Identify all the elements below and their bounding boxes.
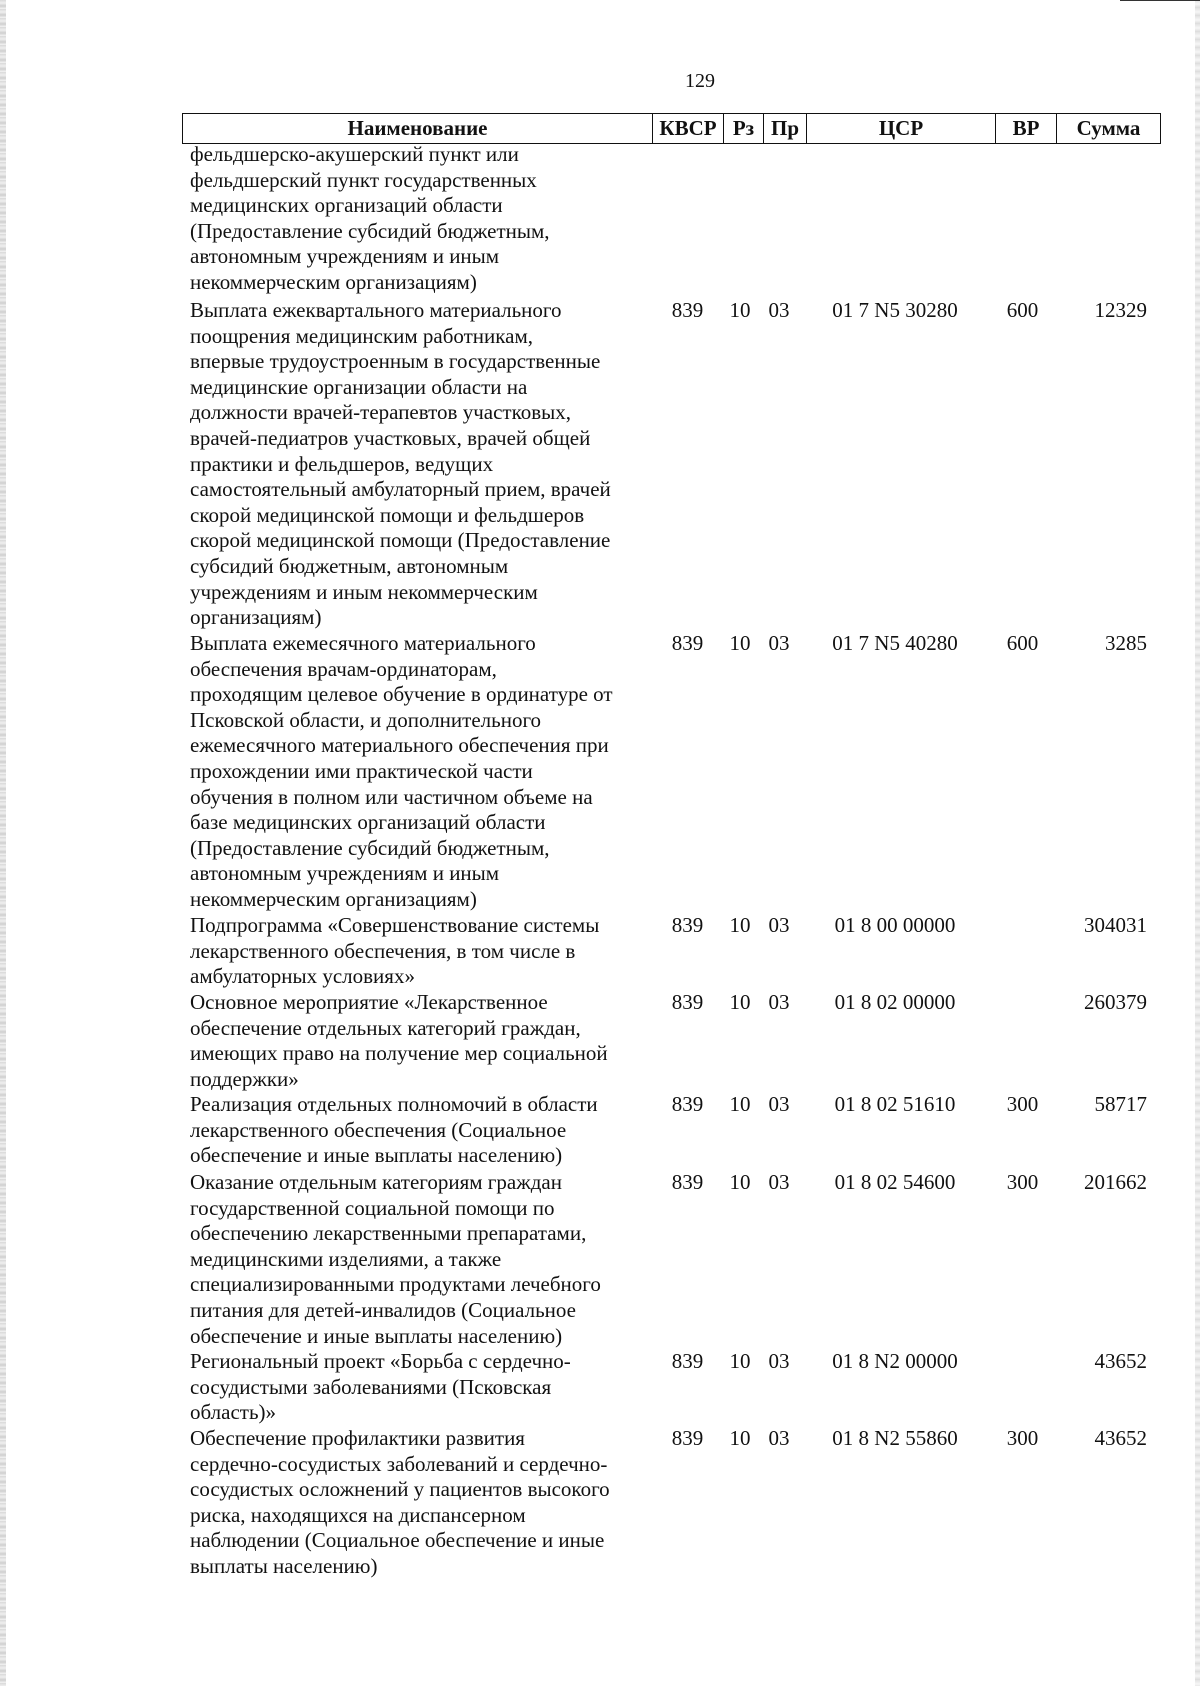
row-kvsr: 839 <box>671 631 704 655</box>
row-sum: 43652 <box>1094 1349 1147 1373</box>
row-csr: 01 8 N2 00000 <box>832 1349 958 1373</box>
row-pr: 03 <box>768 913 790 937</box>
row-rz: 10 <box>729 1092 751 1116</box>
row-vr: 600 <box>1006 298 1039 322</box>
row-name: Региональный проект «Борьба с сердечно- сосудистыми заболеваниями (Псковская область)» <box>190 1349 571 1425</box>
row-sum: 201662 <box>1084 1170 1147 1194</box>
row-pr: 03 <box>768 1426 790 1450</box>
row-name: Выплата ежемесячного материального обеспечения врачам-ординаторам, проходящим целевое обучение в ординатуре от Псковской области, и дополнительного ежемесячного материального обеспечения при прохождении ими практической части обучения в полном или частичном объеме на базе медицинских организаций области (Предоставление субсидий бюджетным, автономным учреждениям и иным некоммерческим организациям) <box>190 631 613 911</box>
row-name: Выплата ежеквартального материального поощрения медицинским работникам, впервые трудоустроенным в государственные медицинские организации области на должности врачей-терапевтов участковых, врачей-педиатров участковых, врачей общей практики и фельдшеров, ведущих самостоятельный амбулаторный прием, врачей скорой медицинской помощи и фельдшеров скорой медицинской помощи (Предоставление субсидий бюджетным, автономным учреждениям и иным некоммерческим организациям) <box>190 298 611 630</box>
row-rz: 10 <box>729 1170 751 1194</box>
header-rz: Рз <box>723 113 764 144</box>
row-rz: 10 <box>729 1426 751 1450</box>
row-name: Реализация отдельных полномочий в области лекарственного обеспечения (Социальное обеспечение и иные выплаты населению) <box>190 1092 598 1168</box>
row-sum: 304031 <box>1084 913 1147 937</box>
row-sum: 260379 <box>1084 990 1147 1014</box>
header-pr: Пр <box>763 113 807 144</box>
row-name: фельдшерско-акушерский пункт или фельдшерский пункт государственных медицинских организаций области (Предоставление субсидий бюджетным, автономным учреждениям и иным некоммерческим организациям) <box>190 142 550 294</box>
row-pr: 03 <box>768 1170 790 1194</box>
row-pr: 03 <box>768 1349 790 1373</box>
row-kvsr: 839 <box>671 990 704 1014</box>
row-csr: 01 7 N5 40280 <box>832 631 958 655</box>
row-kvsr: 839 <box>671 913 704 937</box>
row-vr: 300 <box>1006 1426 1039 1450</box>
row-csr: 01 8 N2 55860 <box>832 1426 958 1450</box>
row-pr: 03 <box>768 990 790 1014</box>
row-kvsr: 839 <box>671 1349 704 1373</box>
header-sum: Сумма <box>1056 113 1161 144</box>
scan-top-line <box>1120 0 1200 1</box>
page-number: 129 <box>685 70 715 92</box>
row-rz: 10 <box>729 298 751 322</box>
row-sum: 43652 <box>1094 1426 1147 1450</box>
row-vr: 600 <box>1006 631 1039 655</box>
row-sum: 12329 <box>1094 298 1147 322</box>
row-vr: 300 <box>1006 1170 1039 1194</box>
header-kvsr: КВСР <box>652 113 724 144</box>
row-rz: 10 <box>729 913 751 937</box>
row-kvsr: 839 <box>671 1170 704 1194</box>
row-csr: 01 8 02 00000 <box>834 990 956 1014</box>
row-pr: 03 <box>768 1092 790 1116</box>
row-kvsr: 839 <box>671 1092 704 1116</box>
header-csr: ЦСР <box>806 113 996 144</box>
row-csr: 01 7 N5 30280 <box>832 298 958 322</box>
header-vr: ВР <box>995 113 1057 144</box>
row-rz: 10 <box>729 990 751 1014</box>
row-kvsr: 839 <box>671 298 704 322</box>
row-sum: 3285 <box>1105 631 1147 655</box>
row-vr: 300 <box>1006 1092 1039 1116</box>
row-kvsr: 839 <box>671 1426 704 1450</box>
row-name: Подпрограмма «Совершенствование системы лекарственного обеспечения, в том числе в амбулаторных условиях» <box>190 913 600 989</box>
row-csr: 01 8 00 00000 <box>834 913 956 937</box>
row-csr: 01 8 02 51610 <box>834 1092 956 1116</box>
row-name: Оказание отдельным категориям граждан государственной социальной помощи по обеспечению лекарственными препаратами, медицинскими изделиями, а также специализированными продуктами лечебного питания для детей-инвалидов (Социальное обеспечение и иные выплаты населению) <box>190 1170 601 1348</box>
row-name: Основное мероприятие «Лекарственное обеспечение отдельных категорий граждан, имеющих право на получение мер социальной поддержки» <box>190 990 608 1091</box>
row-rz: 10 <box>729 1349 751 1373</box>
row-csr: 01 8 02 54600 <box>834 1170 956 1194</box>
row-name: Обеспечение профилактики развития сердечно-сосудистых заболеваний и сердечно- сосудистых осложнений у пациентов высокого риска, находящихся на диспансерном наблюдении (Социальное обеспечение и иные выплаты населению) <box>190 1426 610 1578</box>
row-pr: 03 <box>768 298 790 322</box>
row-pr: 03 <box>768 631 790 655</box>
header-name: Наименование <box>182 113 653 144</box>
row-rz: 10 <box>729 631 751 655</box>
scan-edge-right <box>1195 0 1200 1686</box>
row-sum: 58717 <box>1094 1092 1147 1116</box>
scan-edge-left <box>0 0 6 1686</box>
